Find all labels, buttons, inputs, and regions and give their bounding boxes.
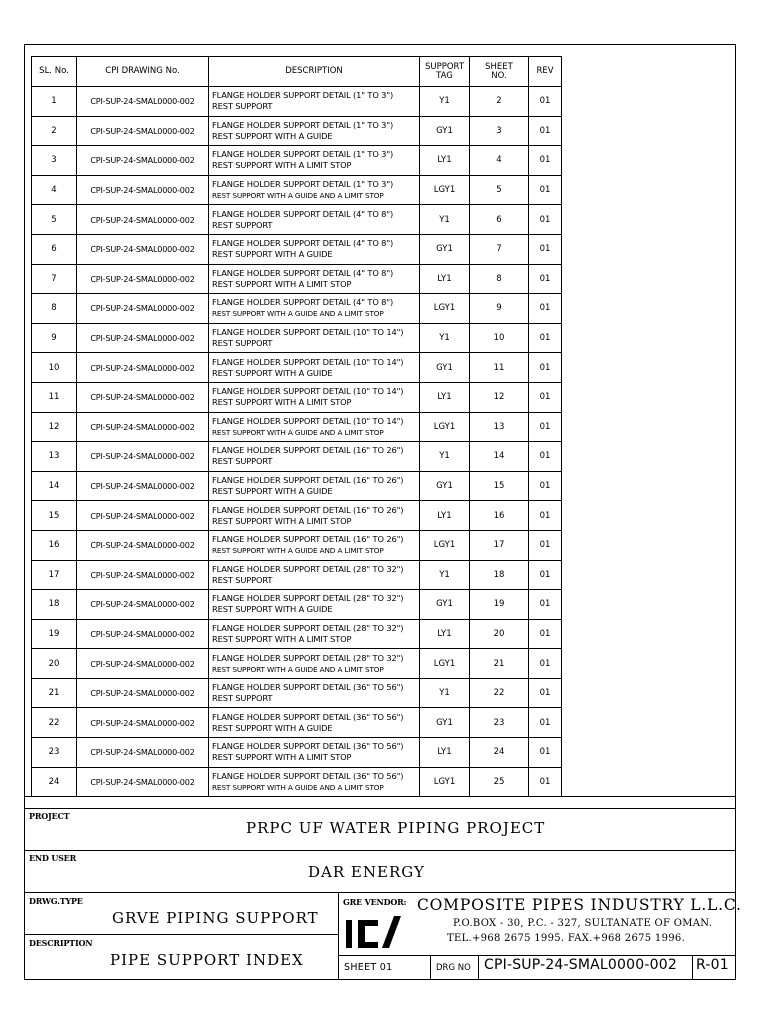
cell-description bbox=[209, 442, 420, 472]
cell-support-tag: Y1 bbox=[420, 87, 470, 117]
cell-drawing-no: CPI-SUP-24-SMAL0000-002 bbox=[77, 619, 209, 649]
cell-drawing-no: CPI-SUP-24-SMAL0000-002 bbox=[77, 87, 209, 117]
cell-sl-no: 21 bbox=[32, 678, 77, 708]
cell-sheet-no: 17 bbox=[470, 530, 529, 560]
cell-rev: 01 bbox=[529, 738, 562, 768]
cell-description bbox=[209, 205, 420, 235]
description-line-2: REST SUPPORT bbox=[212, 219, 273, 230]
cell-description bbox=[209, 678, 420, 708]
cell-sl-no: 3 bbox=[32, 146, 77, 176]
drwg-type-value: GRVE PIPING SUPPORT bbox=[112, 909, 319, 927]
cell-rev: 01 bbox=[529, 264, 562, 294]
header-description: DESCRIPTION bbox=[209, 57, 420, 87]
cell-drawing-no: CPI-SUP-24-SMAL0000-002 bbox=[77, 590, 209, 620]
table-row bbox=[32, 471, 562, 501]
description-line-2: REST SUPPORT WITH A GUIDE AND A LIMIT STOP bbox=[212, 782, 384, 792]
cell-sheet-no: 10 bbox=[470, 323, 529, 353]
cell-sl-no: 1 bbox=[32, 87, 77, 117]
description-line-1: FLANGE HOLDER SUPPORT DETAIL (16" TO 26") bbox=[212, 445, 404, 456]
table-row bbox=[32, 146, 562, 176]
description-line-2: REST SUPPORT WITH A GUIDE AND A LIMIT STOP bbox=[212, 309, 384, 319]
cell-sheet-no: 5 bbox=[470, 175, 529, 205]
cell-description bbox=[209, 116, 420, 146]
cell-description bbox=[209, 87, 420, 117]
cell-description bbox=[209, 323, 420, 353]
cell-description bbox=[209, 175, 420, 205]
table-row bbox=[32, 708, 562, 738]
description-line-2: REST SUPPORT WITH A LIMIT STOP bbox=[212, 160, 352, 171]
project-name: PRPC UF WATER PIPING PROJECT bbox=[246, 819, 546, 837]
cell-support-tag: Y1 bbox=[420, 323, 470, 353]
cell-support-tag: GY1 bbox=[420, 590, 470, 620]
cell-rev: 01 bbox=[529, 560, 562, 590]
cell-support-tag: GY1 bbox=[420, 234, 470, 264]
cell-rev: 01 bbox=[529, 234, 562, 264]
description-line-2: REST SUPPORT WITH A LIMIT STOP bbox=[212, 752, 352, 763]
cell-support-tag: LY1 bbox=[420, 382, 470, 412]
cell-sl-no: 6 bbox=[32, 234, 77, 264]
description-line-2: REST SUPPORT WITH A GUIDE AND A LIMIT STOP bbox=[212, 427, 384, 437]
description-line-2: REST SUPPORT WITH A GUIDE bbox=[212, 722, 333, 733]
cell-sheet-no: 22 bbox=[470, 678, 529, 708]
cell-sheet-no: 15 bbox=[470, 471, 529, 501]
cell-support-tag: LY1 bbox=[420, 501, 470, 531]
table-row bbox=[32, 382, 562, 412]
cell-sl-no: 9 bbox=[32, 323, 77, 353]
description-line-1: FLANGE HOLDER SUPPORT DETAIL (10" TO 14") bbox=[212, 415, 404, 426]
cell-support-tag: LGY1 bbox=[420, 649, 470, 679]
cell-description bbox=[209, 738, 420, 768]
description-line-1: FLANGE HOLDER SUPPORT DETAIL (36" TO 56") bbox=[212, 741, 404, 752]
cell-drawing-no: CPI-SUP-24-SMAL0000-002 bbox=[77, 738, 209, 768]
cell-sl-no: 4 bbox=[32, 175, 77, 205]
cell-drawing-no: CPI-SUP-24-SMAL0000-002 bbox=[77, 560, 209, 590]
cell-drawing-no: CPI-SUP-24-SMAL0000-002 bbox=[77, 530, 209, 560]
revision-value: R-01 bbox=[696, 957, 729, 973]
drg-no-label: DRG NO bbox=[436, 963, 471, 973]
cell-drawing-no: CPI-SUP-24-SMAL0000-002 bbox=[77, 442, 209, 472]
vendor-name: COMPOSITE PIPES INDUSTRY L.L.C. bbox=[417, 896, 742, 914]
cell-sheet-no: 13 bbox=[470, 412, 529, 442]
description-line-2: REST SUPPORT bbox=[212, 338, 273, 349]
cell-support-tag: LGY1 bbox=[420, 767, 470, 797]
cell-sl-no: 16 bbox=[32, 530, 77, 560]
cell-drawing-no: CPI-SUP-24-SMAL0000-002 bbox=[77, 678, 209, 708]
description-line-1: FLANGE HOLDER SUPPORT DETAIL (28" TO 32") bbox=[212, 563, 404, 574]
description-line-2: REST SUPPORT WITH A GUIDE AND A LIMIT STOP bbox=[212, 664, 384, 674]
table-row bbox=[32, 234, 562, 264]
cell-sheet-no: 19 bbox=[470, 590, 529, 620]
cell-support-tag: GY1 bbox=[420, 708, 470, 738]
cell-rev: 01 bbox=[529, 619, 562, 649]
cell-sl-no: 12 bbox=[32, 412, 77, 442]
cell-support-tag: LGY1 bbox=[420, 175, 470, 205]
sheet-number: SHEET 01 bbox=[344, 962, 393, 973]
cell-sheet-no: 2 bbox=[470, 87, 529, 117]
table-row bbox=[32, 649, 562, 679]
table-header-row bbox=[32, 57, 562, 87]
description-line-1: FLANGE HOLDER SUPPORT DETAIL (4" TO 8") bbox=[212, 238, 394, 249]
cell-support-tag: GY1 bbox=[420, 353, 470, 383]
cell-support-tag: LGY1 bbox=[420, 294, 470, 324]
description-line-2: REST SUPPORT WITH A GUIDE bbox=[212, 249, 333, 260]
cell-rev: 01 bbox=[529, 87, 562, 117]
description-line-1: FLANGE HOLDER SUPPORT DETAIL (16" TO 26") bbox=[212, 534, 404, 545]
table-row bbox=[32, 678, 562, 708]
cell-sl-no: 20 bbox=[32, 649, 77, 679]
cell-sl-no: 17 bbox=[32, 560, 77, 590]
header-rev: REV bbox=[529, 57, 562, 87]
cell-rev: 01 bbox=[529, 530, 562, 560]
description-line-2: REST SUPPORT WITH A GUIDE bbox=[212, 486, 333, 497]
cell-drawing-no: CPI-SUP-24-SMAL0000-002 bbox=[77, 116, 209, 146]
cell-drawing-no: CPI-SUP-24-SMAL0000-002 bbox=[77, 294, 209, 324]
table-row bbox=[32, 590, 562, 620]
cell-rev: 01 bbox=[529, 649, 562, 679]
cell-description bbox=[209, 412, 420, 442]
cell-sheet-no: 21 bbox=[470, 649, 529, 679]
cell-description bbox=[209, 146, 420, 176]
description-label: DESCRIPTION bbox=[29, 938, 93, 948]
description-line-1: FLANGE HOLDER SUPPORT DETAIL (1" TO 3") bbox=[212, 119, 394, 130]
cell-sheet-no: 20 bbox=[470, 619, 529, 649]
cell-rev: 01 bbox=[529, 412, 562, 442]
table-row bbox=[32, 738, 562, 768]
cell-sl-no: 24 bbox=[32, 767, 77, 797]
cell-support-tag: LY1 bbox=[420, 619, 470, 649]
description-line-1: FLANGE HOLDER SUPPORT DETAIL (4" TO 8") bbox=[212, 297, 394, 308]
cell-sl-no: 18 bbox=[32, 590, 77, 620]
cell-support-tag: LGY1 bbox=[420, 412, 470, 442]
cell-rev: 01 bbox=[529, 205, 562, 235]
cell-sheet-no: 4 bbox=[470, 146, 529, 176]
cell-support-tag: GY1 bbox=[420, 116, 470, 146]
cell-sheet-no: 7 bbox=[470, 234, 529, 264]
cell-drawing-no: CPI-SUP-24-SMAL0000-002 bbox=[77, 323, 209, 353]
cell-sl-no: 10 bbox=[32, 353, 77, 383]
cell-rev: 01 bbox=[529, 590, 562, 620]
ici-logo-icon bbox=[344, 912, 404, 950]
cell-drawing-no: CPI-SUP-24-SMAL0000-002 bbox=[77, 501, 209, 531]
cell-drawing-no: CPI-SUP-24-SMAL0000-002 bbox=[77, 175, 209, 205]
table-row bbox=[32, 412, 562, 442]
description-line-1: FLANGE HOLDER SUPPORT DETAIL (1" TO 3") bbox=[212, 149, 394, 160]
cell-sheet-no: 18 bbox=[470, 560, 529, 590]
cell-sheet-no: 12 bbox=[470, 382, 529, 412]
description-line-1: FLANGE HOLDER SUPPORT DETAIL (4" TO 8") bbox=[212, 267, 394, 278]
cell-support-tag: Y1 bbox=[420, 560, 470, 590]
cell-sl-no: 7 bbox=[32, 264, 77, 294]
table-row bbox=[32, 619, 562, 649]
cell-sheet-no: 16 bbox=[470, 501, 529, 531]
cell-support-tag: GY1 bbox=[420, 471, 470, 501]
drg-no-value: CPI-SUP-24-SMAL0000-002 bbox=[484, 957, 677, 973]
cell-support-tag: Y1 bbox=[420, 442, 470, 472]
description-line-2: REST SUPPORT WITH A GUIDE bbox=[212, 130, 333, 141]
cell-rev: 01 bbox=[529, 294, 562, 324]
vendor-contact: TEL.+968 2675 1995. FAX.+968 2675 1996. bbox=[447, 933, 686, 944]
description-line-1: FLANGE HOLDER SUPPORT DETAIL (4" TO 8") bbox=[212, 208, 394, 219]
description-line-1: FLANGE HOLDER SUPPORT DETAIL (10" TO 14") bbox=[212, 356, 404, 367]
description-line-2: REST SUPPORT bbox=[212, 101, 273, 112]
cell-support-tag: LGY1 bbox=[420, 530, 470, 560]
cell-rev: 01 bbox=[529, 353, 562, 383]
project-label: PROJECT bbox=[29, 811, 70, 821]
description-line-1: FLANGE HOLDER SUPPORT DETAIL (28" TO 32") bbox=[212, 652, 404, 663]
cell-description bbox=[209, 708, 420, 738]
table-row bbox=[32, 323, 562, 353]
cell-description bbox=[209, 501, 420, 531]
cell-rev: 01 bbox=[529, 767, 562, 797]
cell-sheet-no: 9 bbox=[470, 294, 529, 324]
cell-drawing-no: CPI-SUP-24-SMAL0000-002 bbox=[77, 767, 209, 797]
cell-description bbox=[209, 353, 420, 383]
header-drawing-no: CPI DRAWING No. bbox=[77, 57, 209, 87]
cell-sl-no: 5 bbox=[32, 205, 77, 235]
table-row bbox=[32, 264, 562, 294]
table-row bbox=[32, 442, 562, 472]
cell-sl-no: 11 bbox=[32, 382, 77, 412]
cell-description bbox=[209, 560, 420, 590]
cell-description bbox=[209, 382, 420, 412]
cell-sl-no: 14 bbox=[32, 471, 77, 501]
description-line-2: REST SUPPORT WITH A GUIDE AND A LIMIT STOP bbox=[212, 546, 384, 556]
table-row bbox=[32, 353, 562, 383]
cell-sl-no: 23 bbox=[32, 738, 77, 768]
cell-drawing-no: CPI-SUP-24-SMAL0000-002 bbox=[77, 353, 209, 383]
cell-sl-no: 8 bbox=[32, 294, 77, 324]
cell-rev: 01 bbox=[529, 323, 562, 353]
cell-sheet-no: 6 bbox=[470, 205, 529, 235]
description-line-2: REST SUPPORT WITH A LIMIT STOP bbox=[212, 278, 352, 289]
cell-description bbox=[209, 234, 420, 264]
cell-sheet-no: 24 bbox=[470, 738, 529, 768]
cell-support-tag: LY1 bbox=[420, 738, 470, 768]
description-value: PIPE SUPPORT INDEX bbox=[110, 951, 304, 969]
header-support-tag: SUPPORT TAG bbox=[420, 57, 470, 87]
description-line-2: REST SUPPORT WITH A LIMIT STOP bbox=[212, 515, 352, 526]
cell-support-tag: Y1 bbox=[420, 205, 470, 235]
drwg-type-label: DRWG.TYPE bbox=[29, 896, 83, 906]
header-sheet-no: SHEET NO. bbox=[470, 57, 529, 87]
vendor-logo bbox=[344, 912, 404, 950]
description-line-2: REST SUPPORT WITH A LIMIT STOP bbox=[212, 397, 352, 408]
description-line-1: FLANGE HOLDER SUPPORT DETAIL (36" TO 56") bbox=[212, 770, 404, 781]
cell-drawing-no: CPI-SUP-24-SMAL0000-002 bbox=[77, 382, 209, 412]
cell-sheet-no: 3 bbox=[470, 116, 529, 146]
cell-drawing-no: CPI-SUP-24-SMAL0000-002 bbox=[77, 205, 209, 235]
description-line-2: REST SUPPORT WITH A GUIDE AND A LIMIT STOP bbox=[212, 191, 384, 201]
cell-support-tag: Y1 bbox=[420, 678, 470, 708]
description-line-1: FLANGE HOLDER SUPPORT DETAIL (16" TO 26") bbox=[212, 475, 404, 486]
table-row bbox=[32, 116, 562, 146]
cell-sheet-no: 8 bbox=[470, 264, 529, 294]
cell-rev: 01 bbox=[529, 471, 562, 501]
description-line-1: FLANGE HOLDER SUPPORT DETAIL (36" TO 56") bbox=[212, 682, 404, 693]
cell-rev: 01 bbox=[529, 146, 562, 176]
cell-drawing-no: CPI-SUP-24-SMAL0000-002 bbox=[77, 649, 209, 679]
table-row bbox=[32, 530, 562, 560]
end-user-label: END USER bbox=[29, 853, 77, 863]
table-row bbox=[32, 560, 562, 590]
support-index-table bbox=[31, 56, 562, 797]
cell-rev: 01 bbox=[529, 678, 562, 708]
table-row bbox=[32, 205, 562, 235]
table-row bbox=[32, 294, 562, 324]
cell-sl-no: 2 bbox=[32, 116, 77, 146]
description-line-1: FLANGE HOLDER SUPPORT DETAIL (1" TO 3") bbox=[212, 90, 394, 101]
cell-description bbox=[209, 619, 420, 649]
cell-rev: 01 bbox=[529, 175, 562, 205]
cell-description bbox=[209, 530, 420, 560]
table-row bbox=[32, 175, 562, 205]
cell-sl-no: 15 bbox=[32, 501, 77, 531]
cell-description bbox=[209, 767, 420, 797]
description-line-2: REST SUPPORT bbox=[212, 456, 273, 467]
description-line-1: FLANGE HOLDER SUPPORT DETAIL (28" TO 32") bbox=[212, 593, 404, 604]
cell-description bbox=[209, 294, 420, 324]
cell-sl-no: 13 bbox=[32, 442, 77, 472]
table-row bbox=[32, 87, 562, 117]
cell-rev: 01 bbox=[529, 382, 562, 412]
description-line-1: FLANGE HOLDER SUPPORT DETAIL (16" TO 26") bbox=[212, 504, 404, 515]
description-line-1: FLANGE HOLDER SUPPORT DETAIL (10" TO 14") bbox=[212, 386, 404, 397]
cell-support-tag: LY1 bbox=[420, 264, 470, 294]
cell-drawing-no: CPI-SUP-24-SMAL0000-002 bbox=[77, 708, 209, 738]
description-line-1: FLANGE HOLDER SUPPORT DETAIL (10" TO 14") bbox=[212, 327, 404, 338]
cell-support-tag: LY1 bbox=[420, 146, 470, 176]
description-line-2: REST SUPPORT bbox=[212, 693, 273, 704]
table-row bbox=[32, 767, 562, 797]
cell-rev: 01 bbox=[529, 442, 562, 472]
table-row bbox=[32, 501, 562, 531]
cell-drawing-no: CPI-SUP-24-SMAL0000-002 bbox=[77, 234, 209, 264]
cell-sheet-no: 14 bbox=[470, 442, 529, 472]
description-line-2: REST SUPPORT WITH A GUIDE bbox=[212, 367, 333, 378]
description-line-2: REST SUPPORT WITH A LIMIT STOP bbox=[212, 633, 352, 644]
cell-rev: 01 bbox=[529, 708, 562, 738]
cell-drawing-no: CPI-SUP-24-SMAL0000-002 bbox=[77, 471, 209, 501]
cell-sheet-no: 11 bbox=[470, 353, 529, 383]
cell-description bbox=[209, 649, 420, 679]
cell-rev: 01 bbox=[529, 116, 562, 146]
description-line-1: FLANGE HOLDER SUPPORT DETAIL (1" TO 3") bbox=[212, 179, 394, 190]
cell-sl-no: 22 bbox=[32, 708, 77, 738]
cell-sheet-no: 23 bbox=[470, 708, 529, 738]
description-line-2: REST SUPPORT WITH A GUIDE bbox=[212, 604, 333, 615]
cell-drawing-no: CPI-SUP-24-SMAL0000-002 bbox=[77, 146, 209, 176]
description-line-1: FLANGE HOLDER SUPPORT DETAIL (36" TO 56") bbox=[212, 711, 404, 722]
cell-drawing-no: CPI-SUP-24-SMAL0000-002 bbox=[77, 264, 209, 294]
cell-description bbox=[209, 264, 420, 294]
cell-description bbox=[209, 590, 420, 620]
description-line-1: FLANGE HOLDER SUPPORT DETAIL (28" TO 32") bbox=[212, 622, 404, 633]
cell-drawing-no: CPI-SUP-24-SMAL0000-002 bbox=[77, 412, 209, 442]
end-user-name: DAR ENERGY bbox=[308, 863, 425, 881]
cell-sheet-no: 25 bbox=[470, 767, 529, 797]
gre-vendor-label: GRE VENDOR: bbox=[343, 897, 407, 907]
vendor-address: P.O.BOX - 30, P.C. - 327, SULTANATE OF OMAN. bbox=[453, 918, 713, 929]
description-line-2: REST SUPPORT bbox=[212, 574, 273, 585]
cell-description bbox=[209, 471, 420, 501]
cell-sl-no: 19 bbox=[32, 619, 77, 649]
header-sl-no: SL. No. bbox=[32, 57, 77, 87]
cell-rev: 01 bbox=[529, 501, 562, 531]
